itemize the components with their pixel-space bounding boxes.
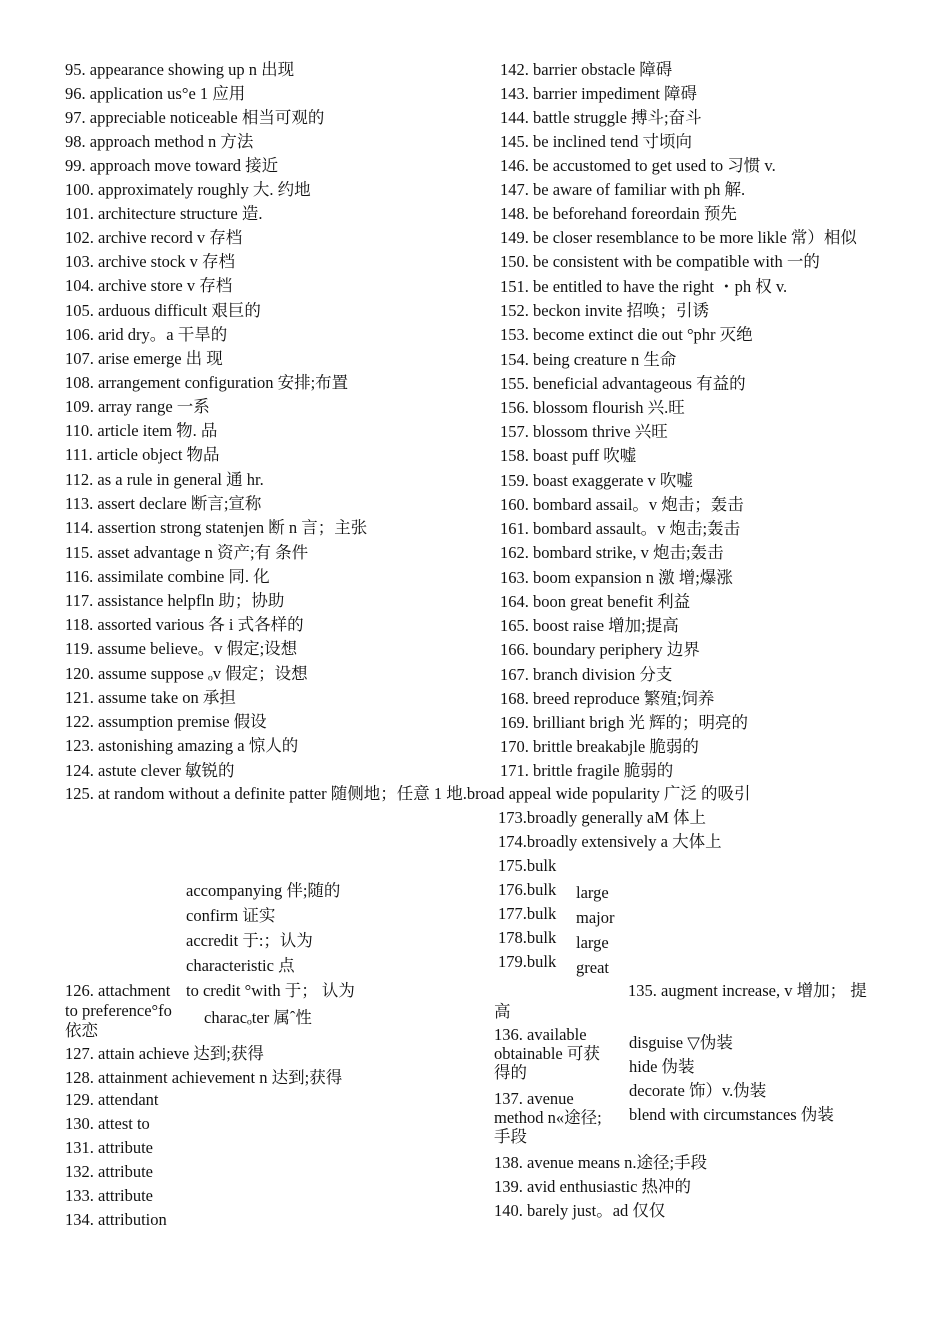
list-item: 146. be accustomed to get used to 习惯 v.: [500, 156, 776, 175]
list-item: 95. appearance showing up n 出现: [65, 60, 295, 79]
list-item: 147. be aware of familiar with ph 解.: [500, 180, 746, 199]
list-item: 103. archive stock v 存档: [65, 252, 236, 271]
list-item: 109. array range 一系: [65, 397, 210, 416]
list-item: 105. arduous difficult 艰巨的: [65, 301, 261, 320]
synonym-word: decorate 饰）v.伪装: [629, 1081, 767, 1100]
list-item: 128. attainment achievement n 达到;获得: [65, 1068, 343, 1087]
list-item: 116. assimilate combine 同. 化: [65, 567, 270, 586]
list-item: 161. bombard assault。v 炮击;轰击: [500, 519, 741, 538]
list-item-125: 125. at random without a definite patter 随侧地；任意 1 地.broad appeal wide popularity 广泛 的吸引: [65, 784, 751, 803]
list-item: 101. architecture structure 造.: [65, 204, 263, 223]
list-item: 169. brilliant brigh 光 辉的；明亮的: [500, 713, 748, 732]
list-item: 162. bombard strike, v 炮击;轰击: [500, 543, 724, 562]
list-item: 120. assume suppose ₒv 假定；设想: [65, 664, 308, 683]
list-item: 99. approach move toward 接近: [65, 156, 279, 175]
list-item: 159. boast exaggerate v 吹嘘: [500, 471, 693, 490]
list-item: 145. be inclined tend 寸顷向: [500, 132, 693, 151]
list-item: 130. attest to: [65, 1114, 150, 1133]
list-item: 152. beckon invite 招唤；引诱: [500, 301, 709, 320]
list-item: 124. astute clever 敏锐的: [65, 761, 235, 780]
list-item: 100. approximately roughly 大. 约地: [65, 180, 311, 199]
list-item: 155. beneficial advantageous 有益的: [500, 374, 746, 393]
synonym-word: disguise ▽伪装: [629, 1033, 733, 1052]
synonym-word: large: [576, 933, 609, 952]
list-item: 179.bulk: [498, 952, 557, 971]
list-item: 122. assumption premise 假设: [65, 712, 267, 731]
synonym-word: great: [576, 958, 609, 977]
list-item: 150. be consistent with be compatible with 一的: [500, 252, 820, 271]
list-item: 138. avenue means n.途径;手段: [494, 1153, 708, 1172]
list-item: 107. arise emerge 出 现: [65, 349, 223, 368]
synonym-word: large: [576, 883, 609, 902]
list-item: 114. assertion strong statenjen 断 n 言；主张: [65, 518, 368, 537]
list-item: 153. become extinct die out °phr 灭绝: [500, 325, 753, 344]
list-item: 170. brittle breakabjle 脆弱的: [500, 737, 699, 756]
list-item: 158. boast puff 吹嘘: [500, 446, 637, 465]
list-item: 131. attribute: [65, 1138, 153, 1157]
list-item-137: 137. avenue method n«途径;手段: [494, 1089, 602, 1146]
list-item: 97. appreciable noticeable 相当可观的: [65, 108, 325, 127]
synonym-word: characₒter 属ˆ性: [204, 1008, 312, 1027]
list-item-126-line2: to preference°fo: [65, 1001, 172, 1020]
list-item: 175.bulk: [498, 856, 557, 875]
list-item: 119. assume believe。v 假定;设想: [65, 639, 298, 658]
list-item-135-tail: 高: [494, 1002, 511, 1021]
list-item: 133. attribute: [65, 1186, 153, 1205]
synonym-word: accompanying 伴;随的: [186, 881, 341, 900]
synonym-word: major: [576, 908, 615, 927]
list-item: 96. application us°e 1 应用: [65, 84, 246, 103]
list-item: 115. asset advantage n 资产;有 条件: [65, 543, 309, 562]
list-item: 156. blossom flourish 兴.旺: [500, 398, 685, 417]
list-item: 151. be entitled to have the right ・ph 权 v.: [500, 277, 788, 296]
list-item: 139. avid enthusiastic 热冲的: [494, 1177, 692, 1196]
list-item: 123. astonishing amazing a 惊人的: [65, 736, 299, 755]
list-item: 111. article object 物品: [65, 445, 220, 464]
list-item: 177.bulk: [498, 904, 557, 923]
synonym-word: blend with circumstances 伪装: [629, 1105, 834, 1124]
list-item: 166. boundary periphery 边界: [500, 640, 700, 659]
list-item: 110. article item 物. 品: [65, 421, 218, 440]
list-item: 167. branch division 分支: [500, 665, 673, 684]
list-item-126: 126. attachment: [65, 981, 171, 1000]
list-item: 127. attain achieve 达到;获得: [65, 1044, 264, 1063]
list-item: 108. arrangement configuration 安排;布置: [65, 373, 349, 392]
list-item: 112. as a rule in general 通 hr.: [65, 470, 264, 489]
list-item: 171. brittle fragile 脆弱的: [500, 761, 674, 780]
list-item: 144. battle struggle 搏斗;奋斗: [500, 108, 702, 127]
list-item: 154. being creature n 生命: [500, 350, 677, 369]
list-item-126-line3: 依恋: [65, 1021, 98, 1040]
list-item: 104. archive store v 存档: [65, 276, 233, 295]
list-item: 157. blossom thrive 兴旺: [500, 422, 668, 441]
list-item: 148. be beforehand foreordain 预先: [500, 204, 737, 223]
list-item: 142. barrier obstacle 障碍: [500, 60, 673, 79]
list-item-135: 135. augment increase, v 增加； 提: [628, 981, 867, 1000]
list-item: 164. boon great benefit 利益: [500, 592, 691, 611]
synonym-word: characteristic 点: [186, 956, 295, 975]
list-item: 173.broadly generally aM 体上: [498, 808, 707, 827]
list-item: 160. bombard assail。v 炮击；轰击: [500, 495, 744, 514]
list-item: 165. boost raise 增加;提高: [500, 616, 679, 635]
list-item: 176.bulk: [498, 880, 557, 899]
list-item: 106. arid dry。a 干旱的: [65, 325, 228, 344]
list-item: 113. assert declare 断言;宣称: [65, 494, 262, 513]
list-item: 102. archive record v 存档: [65, 228, 243, 247]
list-item: 143. barrier impediment 障碍: [500, 84, 698, 103]
list-item: 168. breed reproduce 繁殖;饲养: [500, 689, 715, 708]
list-item: 149. be closer resemblance to be more likle 常）相似: [500, 228, 857, 247]
synonym-word: accredit 于:；认为: [186, 931, 313, 950]
list-item: 121. assume take on 承担: [65, 688, 236, 707]
synonym-word: to credit °with 于； 认为: [186, 981, 355, 1000]
list-item: 132. attribute: [65, 1162, 153, 1181]
synonym-word: confirm 证实: [186, 906, 276, 925]
list-item: 118. assorted various 各 i 式各样的: [65, 615, 304, 634]
list-item: 98. approach method n 方法: [65, 132, 254, 151]
list-item: 117. assistance helpfln 助；协助: [65, 591, 285, 610]
list-item: 129. attendant: [65, 1090, 159, 1109]
list-item-136: 136. available obtainable 可获得的: [494, 1025, 600, 1082]
list-item: 178.bulk: [498, 928, 557, 947]
list-item: 140. barely just。ad 仅仅: [494, 1201, 666, 1220]
list-item: 174.broadly extensively a 大体上: [498, 832, 722, 851]
synonym-word: hide 伪装: [629, 1057, 695, 1076]
list-item: 134. attribution: [65, 1210, 167, 1229]
list-item: 163. boom expansion n 激 增;爆涨: [500, 568, 733, 587]
